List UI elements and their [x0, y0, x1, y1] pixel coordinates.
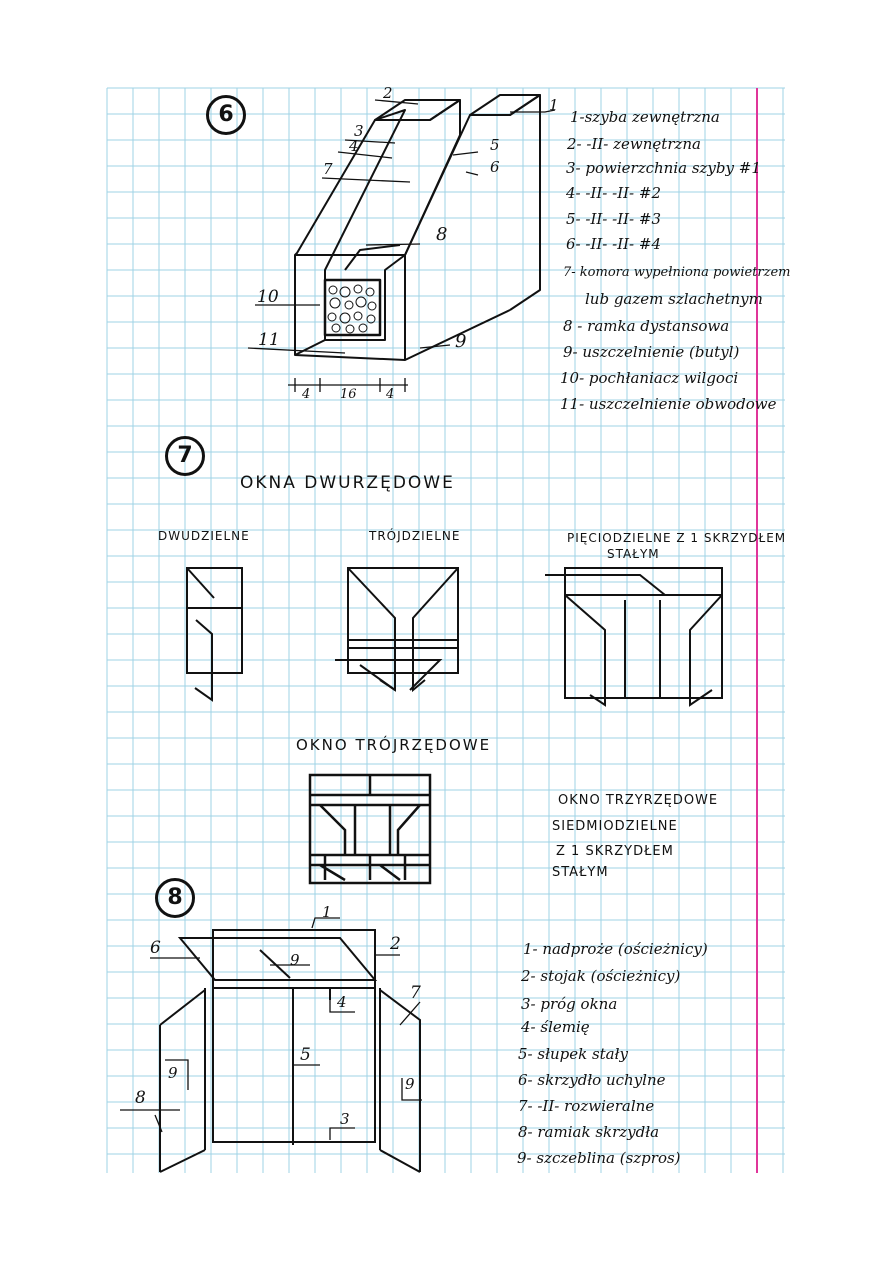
- callout-3: 3: [354, 122, 364, 140]
- legend6-item-7b: lub gazem szlachetnym: [585, 290, 763, 308]
- legend6-item-4: 4- -II- -II- #2: [566, 184, 662, 202]
- window-five-pane: [545, 568, 722, 705]
- triple-row-title: OKNO TRÓJRZĘDOWE: [296, 736, 492, 754]
- frame-callout-9a: 9: [290, 951, 300, 969]
- legend6-item-5: 5- -II- -II- #3: [566, 210, 662, 228]
- legend6-item-3: 3- powierzchnia szyby #1: [566, 159, 761, 177]
- triple-desc-1: OKNO TRZYRZĘDOWE: [558, 793, 719, 808]
- legend6-item-9: 9- uszczelnienie (butyl): [563, 343, 740, 361]
- legend6-item-7: 7- komora wypełniona powietrzem: [563, 265, 791, 280]
- section8-leaders: [120, 918, 422, 1140]
- frame-callout-5: 5: [300, 1045, 311, 1065]
- frame-callout-1: 1: [322, 903, 332, 921]
- double-row-title: OKNA DWURZĘDOWE: [240, 473, 455, 493]
- window-triple-row: [310, 775, 430, 883]
- callout-8: 8: [436, 224, 448, 245]
- frame-callout-9b: 9: [168, 1064, 178, 1082]
- triple-desc-4: STAŁYM: [552, 865, 609, 880]
- dimension-right: 4: [386, 387, 395, 402]
- frame-callout-7: 7: [410, 983, 421, 1003]
- legend6-item-6: 6- -II- -II- #4: [566, 235, 662, 253]
- section-7-marker: 7: [165, 436, 205, 476]
- callout-10: 10: [257, 287, 279, 307]
- window-three-pane: [335, 568, 458, 690]
- desiccant-fill: [328, 285, 376, 333]
- triple-desc-3: Z 1 SKRZYDŁEM: [556, 844, 674, 859]
- section-8-marker: 8: [155, 878, 195, 918]
- dimension-left: 4: [302, 387, 311, 402]
- callout-4: 4: [349, 137, 359, 155]
- frame-callout-3: 3: [340, 1110, 350, 1128]
- section-6-marker: 6: [206, 95, 246, 135]
- legend6-item-11: 11- uszczelnienie obwodowe: [560, 395, 777, 413]
- legend6-item-10: 10- pochłaniacz wilgoci: [560, 369, 739, 387]
- callout-2: 2: [383, 84, 393, 102]
- triple-desc-2: SIEDMIODZIELNE: [552, 819, 678, 834]
- glass-unit-drawing: [295, 95, 540, 360]
- legend8-item-2: 2- stojak (ościeżnicy): [521, 967, 681, 985]
- legend8-item-7: 7- -II- rozwieralne: [518, 1097, 655, 1115]
- frame-callout-4: 4: [337, 993, 347, 1011]
- callout-11: 11: [258, 330, 280, 350]
- frame-callout-8: 8: [135, 1088, 146, 1108]
- legend8-item-8: 8- ramiak skrzydła: [518, 1123, 660, 1141]
- dimension-middle: 16: [340, 387, 357, 402]
- label-two-pane: DWUDZIELNE: [158, 529, 250, 543]
- legend8-item-5: 5- słupek stały: [518, 1045, 628, 1063]
- frame-callout-9c: 9: [405, 1075, 415, 1093]
- callout-5: 5: [490, 136, 500, 154]
- legend8-item-3: 3- próg okna: [521, 995, 618, 1013]
- frame-callout-2: 2: [390, 934, 401, 954]
- legend8-item-4: 4- ślemię: [521, 1018, 590, 1036]
- legend6-item-2: 2- -II- zewnętrzna: [567, 135, 701, 153]
- frame-callout-6: 6: [150, 938, 161, 958]
- legend8-item-9: 9- szczeblina (szpros): [517, 1149, 681, 1167]
- callout-1: 1: [549, 96, 559, 114]
- callout-7: 7: [323, 160, 333, 178]
- callout-6: 6: [490, 158, 500, 176]
- legend8-item-6: 6- skrzydło uchylne: [518, 1071, 666, 1089]
- label-five-pane-2: STAŁYM: [607, 547, 660, 561]
- callout-9: 9: [455, 331, 467, 352]
- label-five-pane: PIĘCIODZIELNE Z 1 SKRZYDŁEM: [567, 531, 787, 545]
- legend6-item-8: 8 - ramka dystansowa: [563, 317, 730, 335]
- legend6-item-1: 1-szyba zewnętrzna: [570, 108, 720, 126]
- legend8-item-1: 1- nadproże (ościeżnicy): [523, 940, 708, 958]
- label-three-pane: TRÓJDZIELNE: [369, 529, 461, 543]
